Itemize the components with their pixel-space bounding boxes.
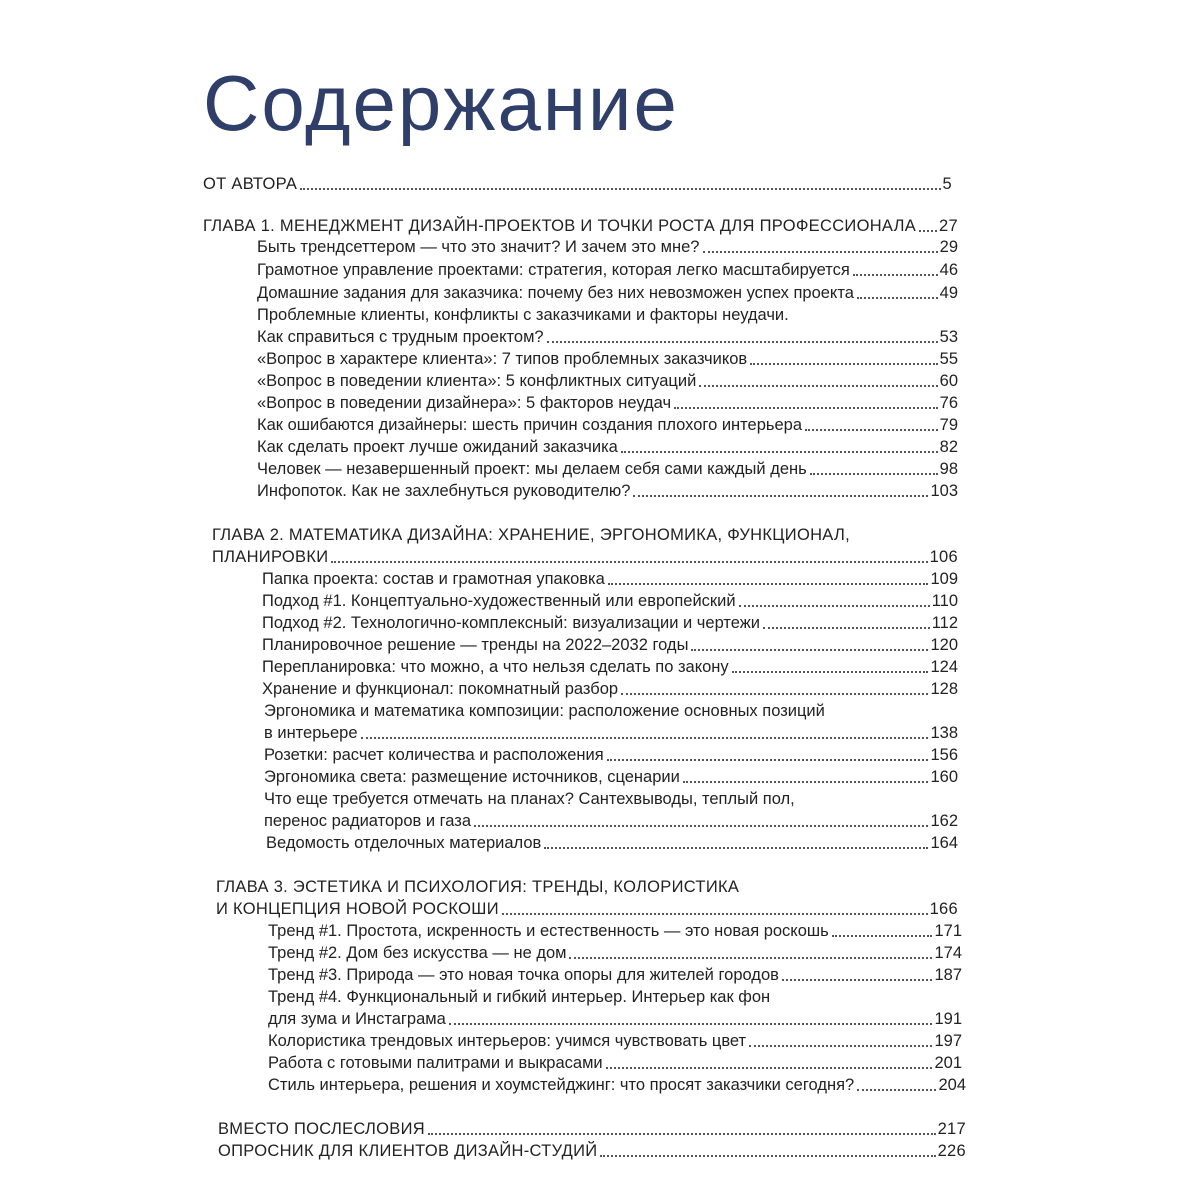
- toc-entry-title: Стиль интерьера, решения и хоумстейджинг: что просят заказчики сегодня?: [268, 1076, 855, 1094]
- toc-dot-leader: [547, 341, 938, 343]
- toc-entry-title: Домашние задания для заказчика: почему без них невозможен успех проекта: [257, 284, 854, 302]
- toc-page-number: 82: [939, 438, 958, 456]
- toc-entry-title: Розетки: расчет количества и расположения: [264, 746, 604, 764]
- toc-page-number: 197: [934, 1032, 962, 1050]
- toc-dot-leader: [857, 1089, 936, 1091]
- toc-dot-leader: [502, 913, 928, 915]
- toc-entry: [262, 675, 958, 699]
- toc-entry: [257, 279, 958, 303]
- toc-page-number: 46: [939, 261, 958, 279]
- toc-entry: [257, 411, 958, 435]
- toc-entry: [264, 741, 958, 765]
- toc-entry-title: Быть трендсеттером — что это значит? И зачем это мне?: [257, 238, 700, 256]
- toc-dot-leader: [633, 495, 928, 497]
- toc-entry-title: Что еще требуется отмечать на планах? Сантехвыводы, теплый пол,: [264, 790, 795, 808]
- toc-entry-title: ОПРОСНИК ДЛЯ КЛИЕНТОВ ДИЗАЙН-СТУДИЙ: [218, 1142, 598, 1160]
- toc-page-number: 187: [934, 966, 962, 984]
- toc-page-number: 164: [930, 834, 958, 852]
- toc-section-entry: [216, 873, 958, 897]
- toc-entry-title: Тренд #3. Природа — это новая точка опоры для жителей городов: [268, 966, 779, 984]
- toc-entry: [257, 455, 958, 479]
- toc-entry-title: перенос радиаторов и газа: [264, 812, 472, 830]
- toc-entry-title: ПЛАНИРОВКИ: [212, 548, 329, 566]
- toc-entry: [264, 785, 958, 809]
- toc-page-number: 166: [929, 900, 958, 918]
- toc-entry: [262, 653, 958, 677]
- toc-entry-title: Как ошибаются дизайнеры: шесть причин создания плохого интерьера: [257, 416, 803, 434]
- toc-entry: [268, 917, 962, 941]
- toc-page-number: 53: [939, 328, 958, 346]
- toc-entry-title: Проблемные клиенты, конфликты с заказчиками и факторы неудачи.: [257, 306, 789, 324]
- toc-entry: [262, 565, 958, 589]
- toc-entry: [262, 609, 958, 633]
- toc-entry-title: Грамотное управление проектами: стратегия, которая легко масштабируется: [257, 261, 850, 279]
- toc-page-number: 55: [939, 350, 958, 368]
- toc-dot-leader: [739, 605, 930, 607]
- toc-entry: [268, 1027, 962, 1051]
- toc-entry: [264, 763, 958, 787]
- toc-entry-title: Подход #2. Технологично-комплексный: визуализации и чертежи: [262, 614, 760, 632]
- toc-page-number: 29: [939, 238, 958, 256]
- toc-entry: [257, 433, 958, 457]
- toc-dot-leader: [428, 1133, 936, 1135]
- toc-entry: [257, 256, 958, 280]
- toc-page-number: 128: [930, 680, 958, 698]
- toc-entry-title: Папка проекта: состав и грамотная упаковка: [262, 570, 605, 588]
- toc-entry: [268, 961, 962, 985]
- toc-dot-leader: [569, 957, 932, 959]
- toc-entry-title: Перепланировка: что можно, а что нельзя сделать по закону: [262, 658, 729, 676]
- toc-page-number: 5: [942, 175, 952, 193]
- toc-dot-leader: [600, 1155, 935, 1157]
- toc-entry-title: «Вопрос в поведении клиента»: 5 конфликтных ситуаций: [257, 372, 697, 390]
- toc-entry-title: Как справиться с трудным проектом?: [257, 328, 544, 346]
- toc-entry-title: Ведомость отделочных материалов: [266, 834, 542, 852]
- toc-page-number: 60: [939, 372, 958, 390]
- toc-entry: [268, 939, 962, 963]
- toc-entry-title: Тренд #4. Функциональный и гибкий интерьер. Интерьер как фон: [268, 988, 771, 1006]
- toc-page-number: 109: [930, 570, 958, 588]
- toc-page-number: 76: [939, 394, 958, 412]
- toc-dot-leader: [750, 363, 937, 365]
- toc-page-number: 217: [937, 1120, 966, 1138]
- toc-dot-leader: [763, 627, 930, 629]
- toc-dot-leader: [621, 451, 938, 453]
- toc-entry: [266, 829, 958, 853]
- toc-section-entry: [218, 1137, 966, 1161]
- toc-dot-leader: [300, 188, 940, 190]
- toc-dot-leader: [732, 671, 929, 673]
- toc-entry-title: ВМЕСТО ПОСЛЕСЛОВИЯ: [218, 1120, 425, 1138]
- toc-entry-title: «Вопрос в характере клиента»: 7 типов проблемных заказчиков: [257, 350, 748, 368]
- toc-entry: [257, 389, 958, 413]
- toc-entry-title: ГЛАВА 1. МЕНЕДЖМЕНТ ДИЗАЙН-ПРОЕКТОВ И ТОЧКИ РОСТА ДЛЯ ПРОФЕССИОНАЛА: [203, 217, 917, 235]
- toc-page-number: 120: [930, 636, 958, 654]
- toc-dot-leader: [691, 649, 928, 651]
- toc-page-number: 138: [930, 724, 958, 742]
- toc-entry: [257, 233, 958, 257]
- toc-entry-title: ГЛАВА 2. МАТЕМАТИКА ДИЗАЙНА: ХРАНЕНИЕ, ЭРГОНОМИКА, ФУНКЦИОНАЛ,: [212, 526, 850, 544]
- toc-entry-title: Хранение и функционал: покомнатный разбор: [262, 680, 619, 698]
- toc-page-number: 124: [930, 658, 958, 676]
- toc-page-number: 103: [930, 482, 958, 500]
- toc-page-number: 79: [939, 416, 958, 434]
- toc-page-number: 49: [939, 284, 958, 302]
- toc-page-number: 160: [930, 768, 958, 786]
- toc-dot-leader: [919, 230, 937, 232]
- toc-section-entry: [212, 521, 958, 545]
- toc-dot-leader: [810, 473, 938, 475]
- toc-section-entry: [218, 1115, 966, 1139]
- toc-dot-leader: [474, 825, 928, 827]
- toc-page-number: 162: [930, 812, 958, 830]
- toc-entry-title: для зума и Инстаграма: [268, 1010, 446, 1028]
- toc-page-number: 201: [934, 1054, 962, 1072]
- toc-page-number: 27: [939, 217, 958, 235]
- toc-dot-leader: [749, 1045, 932, 1047]
- toc-entry-title: Человек — незавершенный проект: мы делаем себя сами каждый день: [257, 460, 807, 478]
- toc-dot-leader: [683, 781, 929, 783]
- page-title: Содержание: [203, 59, 679, 147]
- toc-page-number: 191: [934, 1010, 962, 1028]
- toc-entry: [257, 301, 958, 325]
- toc-entry: [257, 345, 958, 369]
- toc-entry: [257, 477, 958, 501]
- toc-entry-title: Как сделать проект лучше ожиданий заказчика: [257, 438, 618, 456]
- toc-page-number: 171: [934, 922, 962, 940]
- toc-entry: [257, 323, 958, 347]
- toc-page-number: 174: [934, 944, 962, 962]
- toc-dot-leader: [331, 561, 927, 563]
- toc-entry: [268, 1071, 966, 1095]
- toc-entry-title: ГЛАВА 3. ЭСТЕТИКА И ПСИХОЛОГИЯ: ТРЕНДЫ, КОЛОРИСТИКА: [216, 878, 740, 896]
- toc-dot-leader: [805, 429, 938, 431]
- toc-page-number: 226: [937, 1142, 966, 1160]
- toc-entry-title: Тренд #2. Дом без искусства — не дом: [268, 944, 567, 962]
- toc-entry: [264, 719, 958, 743]
- toc-dot-leader: [544, 847, 928, 849]
- toc-page-number: 98: [939, 460, 958, 478]
- toc-dot-leader: [608, 583, 929, 585]
- toc-entry: [268, 983, 962, 1007]
- toc-section-entry: [212, 543, 958, 567]
- toc-page-number: 110: [931, 592, 958, 610]
- toc-entry-title: Инфопоток. Как не захлебнуться руководителю?: [257, 482, 631, 500]
- toc-dot-leader: [703, 251, 938, 253]
- toc-dot-leader: [674, 407, 938, 409]
- toc-entry-title: ОТ АВТОРА: [203, 175, 298, 193]
- toc-dot-leader: [449, 1023, 933, 1025]
- toc-entry-title: Планировочное решение — тренды на 2022–2032 годы: [262, 636, 689, 654]
- toc-dot-leader: [782, 979, 933, 981]
- toc-entry-title: Колористика трендовых интерьеров: учимся чувствовать цвет: [268, 1032, 747, 1050]
- toc-entry: [264, 697, 958, 721]
- toc-entry: [257, 367, 958, 391]
- toc-dot-leader: [621, 693, 928, 695]
- toc-dot-leader: [606, 1067, 933, 1069]
- toc-page-number: 112: [931, 614, 958, 632]
- toc-dot-leader: [857, 297, 938, 299]
- toc-entry-title: Работа с готовыми палитрами и выкрасами: [268, 1054, 603, 1072]
- toc-dot-leader: [699, 385, 937, 387]
- toc-dot-leader: [607, 759, 929, 761]
- toc-entry-title: Эргономика и математика композиции: расположение основных позиций: [264, 702, 825, 720]
- toc-section-entry: [216, 895, 958, 919]
- toc-page-number: 156: [930, 746, 958, 764]
- toc-entry-title: Тренд #1. Простота, искренность и естественность — это новая роскошь: [268, 922, 829, 940]
- toc-dot-leader: [832, 935, 933, 937]
- toc-entry-title: Эргономика света: размещение источников, сценарии: [264, 768, 680, 786]
- toc-entry-title: в интерьере: [264, 724, 358, 742]
- toc-entry: [268, 1005, 962, 1029]
- toc-entry: [264, 807, 958, 831]
- toc-entry: [262, 631, 958, 655]
- toc-entry: [262, 587, 958, 611]
- toc-entry-title: «Вопрос в поведении дизайнера»: 5 факторов неудач: [257, 394, 672, 412]
- toc-dot-leader: [853, 274, 938, 276]
- toc-entry-title: Подход #1. Концептуально-художественный или европейский: [262, 592, 736, 610]
- toc-entry-title: И КОНЦЕПЦИЯ НОВОЙ РОСКОШИ: [216, 900, 499, 918]
- toc-page-number: 106: [929, 548, 958, 566]
- toc-dot-leader: [361, 737, 929, 739]
- toc-entry: [268, 1049, 962, 1073]
- toc-page-number: 204: [938, 1076, 966, 1094]
- toc-section-entry: [203, 170, 952, 194]
